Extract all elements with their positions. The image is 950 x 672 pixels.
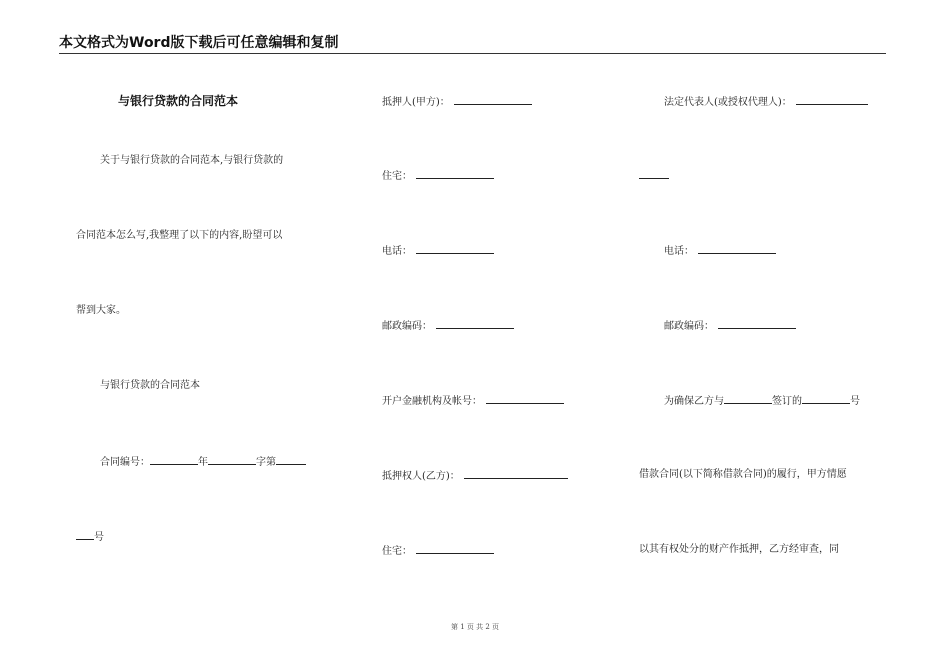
phone-label-1: 电话： <box>382 246 412 257</box>
guarantee-text-b: 签订的 <box>772 396 802 407</box>
phone-line-1 <box>382 243 494 259</box>
blank-field <box>150 454 198 465</box>
blank-field <box>486 393 564 404</box>
blank-field <box>464 468 568 479</box>
paragraph-line-2: 借款合同(以下简称借款合同)的履行，甲方情愿 <box>639 469 847 480</box>
guarantee-text-a: 为确保乙方与 <box>664 396 724 407</box>
blank-field <box>698 243 776 254</box>
postcode-line-2 <box>664 318 796 334</box>
address-line-1 <box>382 168 494 184</box>
blank-field <box>718 318 796 329</box>
blank-field <box>639 168 669 179</box>
document-title: 与银行贷款的合同范本 <box>118 94 239 108</box>
postcode-label-1: 邮政编码： <box>382 321 432 332</box>
legal-rep-label: 法定代表人(或授权代理人)： <box>664 97 792 108</box>
section-subtitle: 与银行贷款的合同范本 <box>100 380 200 391</box>
blank-field <box>416 543 494 554</box>
guarantee-text-c: 号 <box>850 396 860 407</box>
bank-account-label: 开户金融机构及帐号： <box>382 396 482 407</box>
address-label-2: 住宅： <box>382 546 412 557</box>
blank-field <box>416 243 494 254</box>
blank-field <box>76 529 94 540</box>
mortgagor-label: 抵押人(甲方)： <box>382 97 450 108</box>
intro-line-1: 关于与银行贷款的合同范本,与银行贷款的 <box>100 155 284 166</box>
contract-number-year: 年 <box>198 457 208 468</box>
page-footer: 第 1 页 共 2 页 <box>450 623 500 631</box>
contract-number-suffix-line <box>76 529 104 545</box>
intro-line-3: 帮到大家。 <box>76 305 126 316</box>
legal-rep-line <box>664 94 868 110</box>
blank-field <box>454 94 532 105</box>
postcode-label-2: 邮政编码： <box>664 321 714 332</box>
contract-number-line <box>100 454 306 470</box>
paragraph-line-3: 以其有权处分的财产作抵押，乙方经审查，同 <box>639 544 839 555</box>
contract-number-label: 合同编号： <box>100 457 150 468</box>
document-header: 本文格式为Word版下载后可任意编辑和复制 <box>59 33 886 54</box>
mortgagor-line <box>382 94 532 110</box>
mortgagee-line <box>382 468 568 484</box>
blank-field <box>436 318 514 329</box>
legal-rep-continuation <box>639 168 669 184</box>
blank-field <box>276 454 306 465</box>
blank-field <box>802 393 850 404</box>
blank-field <box>796 94 868 105</box>
phone-label-2: 电话： <box>664 246 694 257</box>
contract-number-suffix: 号 <box>94 532 104 543</box>
blank-field <box>208 454 256 465</box>
blank-field <box>416 168 494 179</box>
mortgagee-label: 抵押权人(乙方)： <box>382 471 460 482</box>
intro-line-2: 合同范本怎么写,我整理了以下的内容,盼望可以 <box>76 230 283 241</box>
address-label-1: 住宅： <box>382 171 412 182</box>
bank-account-line <box>382 393 564 409</box>
address-line-2 <box>382 543 494 559</box>
contract-number-char: 字第 <box>256 457 276 468</box>
phone-line-2 <box>664 243 776 259</box>
blank-field <box>724 393 772 404</box>
guarantee-line <box>664 393 860 409</box>
postcode-line-1 <box>382 318 514 334</box>
